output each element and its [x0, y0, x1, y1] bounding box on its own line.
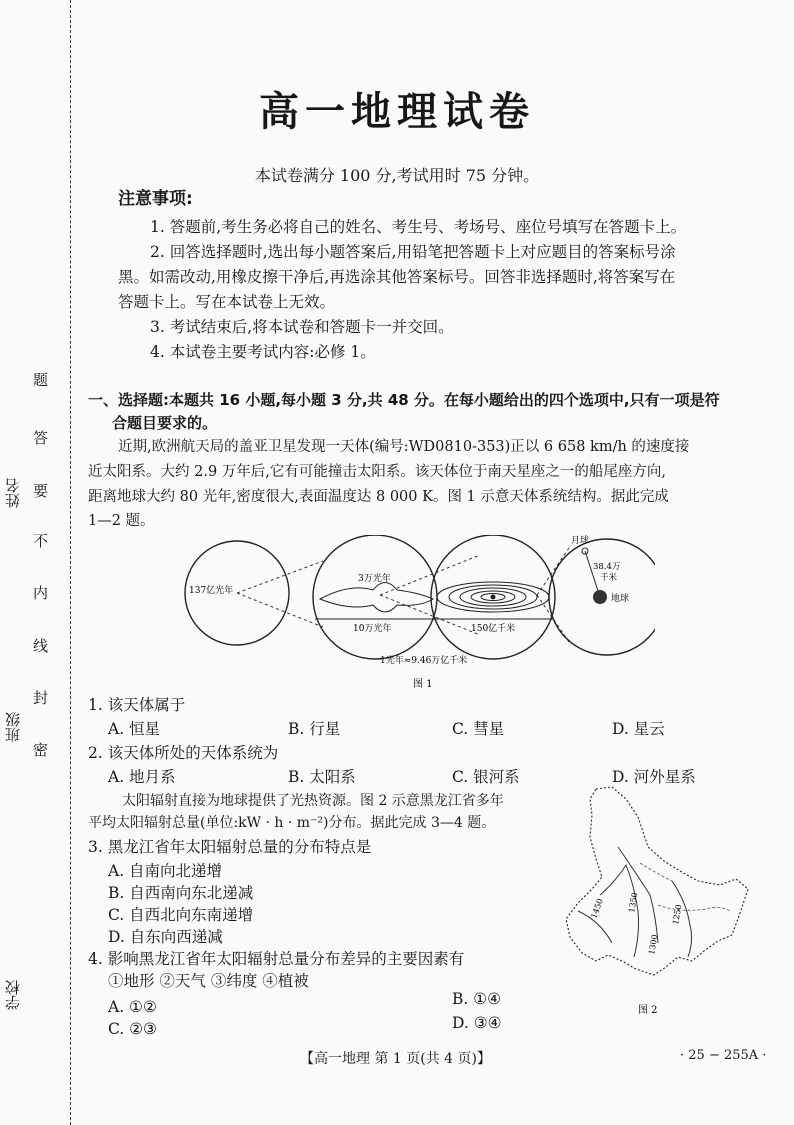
q2-option-b: B. 太阳系: [288, 768, 356, 786]
river: [658, 905, 730, 911]
earth-label: 地球: [611, 594, 630, 604]
passage-2-line: 太阳辐射直接为地球提供了光热资源。图 2 示意黑龙江省多年: [122, 793, 504, 809]
sun-dot: [491, 595, 496, 600]
note-line: 2. 回答选择题时,选出每小题答案后,用铅笔把答题卡上对应题目的答案标号涂: [150, 243, 676, 261]
section-heading-cont: 合题目要求的。: [112, 414, 218, 432]
isoline-label: 1350: [627, 891, 640, 914]
moon-distance-line: [585, 551, 600, 597]
figure-1-caption: 图 1: [413, 679, 433, 690]
question-2-stem: 2. 该天体所处的天体系统为: [88, 744, 279, 762]
notes-heading: 注意事项:: [118, 189, 193, 209]
margin-char: 内: [31, 585, 49, 600]
moon-label: 月球: [571, 536, 590, 546]
class-label: 班级: [4, 712, 22, 742]
question-3-stem: 3. 黑龙江省年太阳辐射总量的分布特点是: [88, 838, 372, 856]
q1-option-a: A. 恒星: [108, 720, 161, 738]
q1-option-d: D. 星云: [612, 720, 665, 738]
galaxy-thickness-label: 3万光年: [358, 574, 391, 584]
q3-option-c: C. 自西北向东南递增: [108, 906, 254, 924]
isoline-label: 1250: [671, 903, 684, 926]
solar-width-label: 150亿千米: [471, 624, 516, 634]
universe-size-label: 137亿光年: [189, 586, 234, 596]
distance-unit: 千米: [600, 573, 618, 583]
distance-label: 38.4万: [593, 562, 621, 572]
name-label: 姓名: [4, 478, 22, 508]
connector-line: [380, 555, 480, 595]
galaxy-circle: [313, 535, 437, 659]
paper-code: · 25 − 255A ·: [680, 1048, 767, 1063]
page-title: 高一地理试卷: [259, 89, 535, 135]
q1-option-b: B. 行星: [288, 720, 341, 738]
q2-option-a: A. 地月系: [108, 768, 176, 786]
margin-char: 密: [31, 742, 49, 757]
passage-2-line: 平均太阳辐射总量(单位:kW · h · m⁻²)分布。据此完成 3—4 题。: [88, 815, 496, 831]
question-4-stem: 4. 影响黑龙江省年太阳辐射总量分布差异的主要因素有: [88, 950, 465, 968]
q1-option-c: C. 彗星: [452, 720, 505, 738]
q4-option-b: B. ①④: [452, 990, 502, 1008]
figure-2-map: [560, 785, 765, 1020]
page-footer: 【高一地理 第 1 页(共 4 页)】: [300, 1051, 491, 1067]
margin-char: 不: [31, 533, 49, 548]
isoline-label: 1450: [589, 897, 605, 920]
isoline-label: 1300: [647, 933, 660, 956]
figure-1-diagram: [175, 535, 655, 695]
earth-dot: [593, 590, 607, 604]
galaxy-shape: [320, 583, 433, 613]
note-line: 黑。如需改动,用橡皮擦干净后,再选涂其他答案标号。回答非选择题时,将答案写在: [118, 268, 676, 286]
passage-line: 近太阳系。大约 2.9 万年后,它有可能撞击太阳系。该天体位于南天星座之一的船尾座方向,: [88, 464, 666, 480]
note-line: 答题卡上。写在本试卷上无效。: [118, 293, 336, 311]
margin-char: 封: [31, 690, 49, 705]
q4-items: ①地形 ②天气 ③纬度 ④植被: [108, 972, 309, 990]
question-1-stem: 1. 该天体属于: [88, 696, 186, 714]
q3-option-d: D. 自东向西递减: [108, 928, 223, 946]
connector-line: [237, 561, 323, 593]
margin-char: 线: [31, 638, 49, 653]
section-heading: 一、选择题:本题共 16 小题,每小题 3 分,共 48 分。在每小题给出的四个选项中,只有一项是符: [88, 391, 720, 409]
q3-option-a: A. 自南向北递增: [108, 862, 223, 880]
note-line: 4. 本试卷主要考试内容:必修 1。: [150, 343, 376, 361]
margin-char: 答: [31, 430, 49, 445]
passage-line: 1—2 题。: [88, 513, 155, 529]
q2-option-c: C. 银河系: [452, 768, 520, 786]
passage-line: 距离地球大约 80 光年,密度很大,表面温度达 8 000 K。图 1 示意天体系统结构。据此完成: [88, 489, 669, 505]
figure-2-caption: 图 2: [638, 1005, 658, 1016]
passage-line: 近期,欧洲航天局的盖亚卫星发现一天体(编号:WD0810-353)正以 6 658 km/h 的速度接: [118, 439, 690, 455]
q2-option-d: D. 河外星系: [612, 768, 696, 786]
q3-option-b: B. 自西南向东北递减: [108, 884, 254, 902]
q4-option-d: D. ③④: [452, 1014, 502, 1032]
q4-option-a: A. ①②: [108, 998, 157, 1016]
note-line: 3. 考试结束后,将本试卷和答题卡一并交回。: [150, 318, 454, 336]
note-line: 1. 答题前,考生务必将自己的姓名、考生号、考场号、座位号填写在答题卡上。: [150, 218, 687, 236]
school-label: 学校: [4, 980, 22, 1010]
margin-char: 题: [31, 372, 49, 387]
light-year-note: 1光年≈9.46万亿千米: [380, 656, 468, 666]
margin-char: 要: [31, 483, 49, 498]
exam-info: 本试卷满分 100 分,考试用时 75 分钟。: [254, 166, 540, 185]
galaxy-width-label: 10万光年: [353, 624, 392, 634]
q4-option-c: C. ②③: [108, 1020, 157, 1038]
river: [640, 863, 672, 881]
